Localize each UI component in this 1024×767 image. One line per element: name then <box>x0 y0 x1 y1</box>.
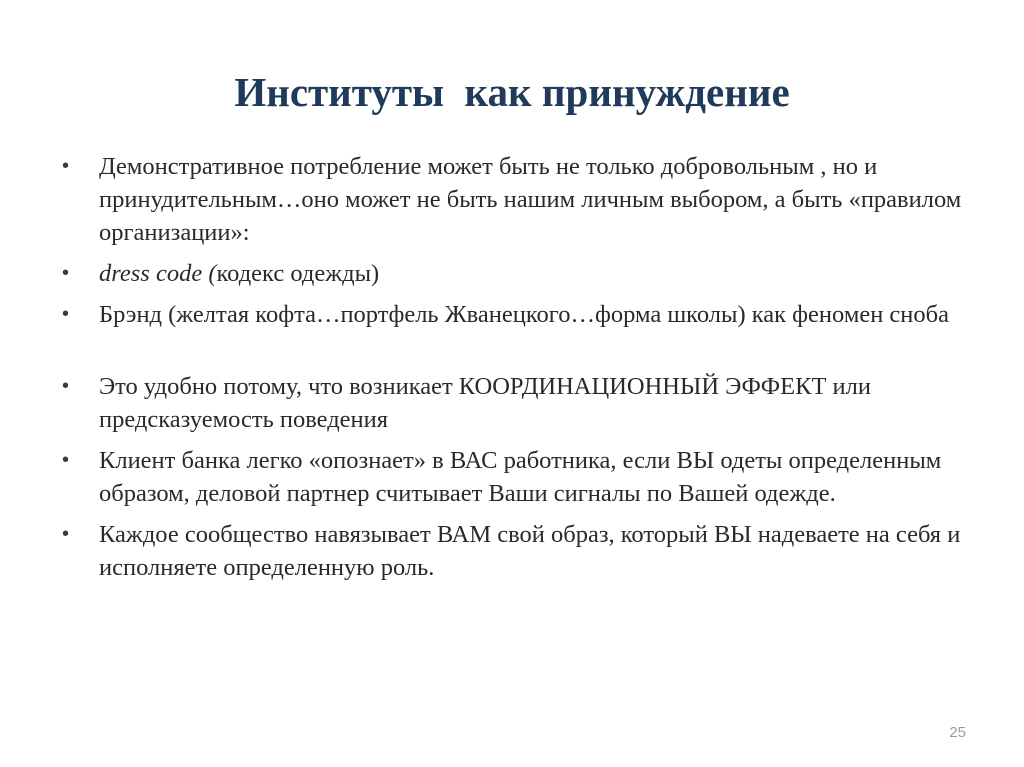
bullet-item-1 <box>62 150 982 249</box>
bullet-item-6 <box>62 518 982 584</box>
bullet-text-italic: dress code ( <box>99 260 217 287</box>
bullet-dot: • <box>62 449 70 471</box>
bullet-list <box>62 150 982 592</box>
bullet-text: Брэнд (желтая кофта…портфель Жванецкого…форма школы) как феномен сноба <box>99 301 950 328</box>
bullet-dot: • <box>62 523 70 545</box>
bullet-text-regular: кодекс одежды) <box>216 260 380 287</box>
slide-title: Институты как принуждение <box>234 69 790 115</box>
bullet-text: Клиент банка легко «опознает» в ВАС работника, если ВЫ одеты определенным образом, деловой партнер считывает Ваши сигналы по Вашей одежде. <box>99 447 942 507</box>
bullet-item-3 <box>62 298 982 331</box>
bullet-item-2 <box>62 257 982 290</box>
bullet-text <box>99 257 982 290</box>
bullet-dot: • <box>62 262 70 284</box>
bullet-dot: • <box>62 375 70 397</box>
bullet-dot: • <box>62 155 70 177</box>
bullet-dot: • <box>62 303 70 325</box>
bullet-item-4 <box>62 370 982 436</box>
bullet-text: Демонстративное потребление может быть не только добровольным , но и принудительным…оно может не быть нашим личным выбором, а быть «правилом организации»: <box>99 153 962 246</box>
bullet-item-5 <box>62 444 982 510</box>
page-number: 25 <box>949 724 966 741</box>
bullet-text: Это удобно потому, что возникает КООРДИНАЦИОННЫЙ ЭФФЕКТ или предсказуемость поведения <box>99 373 872 433</box>
bullet-text: Каждое сообщество навязывает ВАМ свой образ, который ВЫ надеваете на себя и исполняете определенную роль. <box>99 521 961 581</box>
